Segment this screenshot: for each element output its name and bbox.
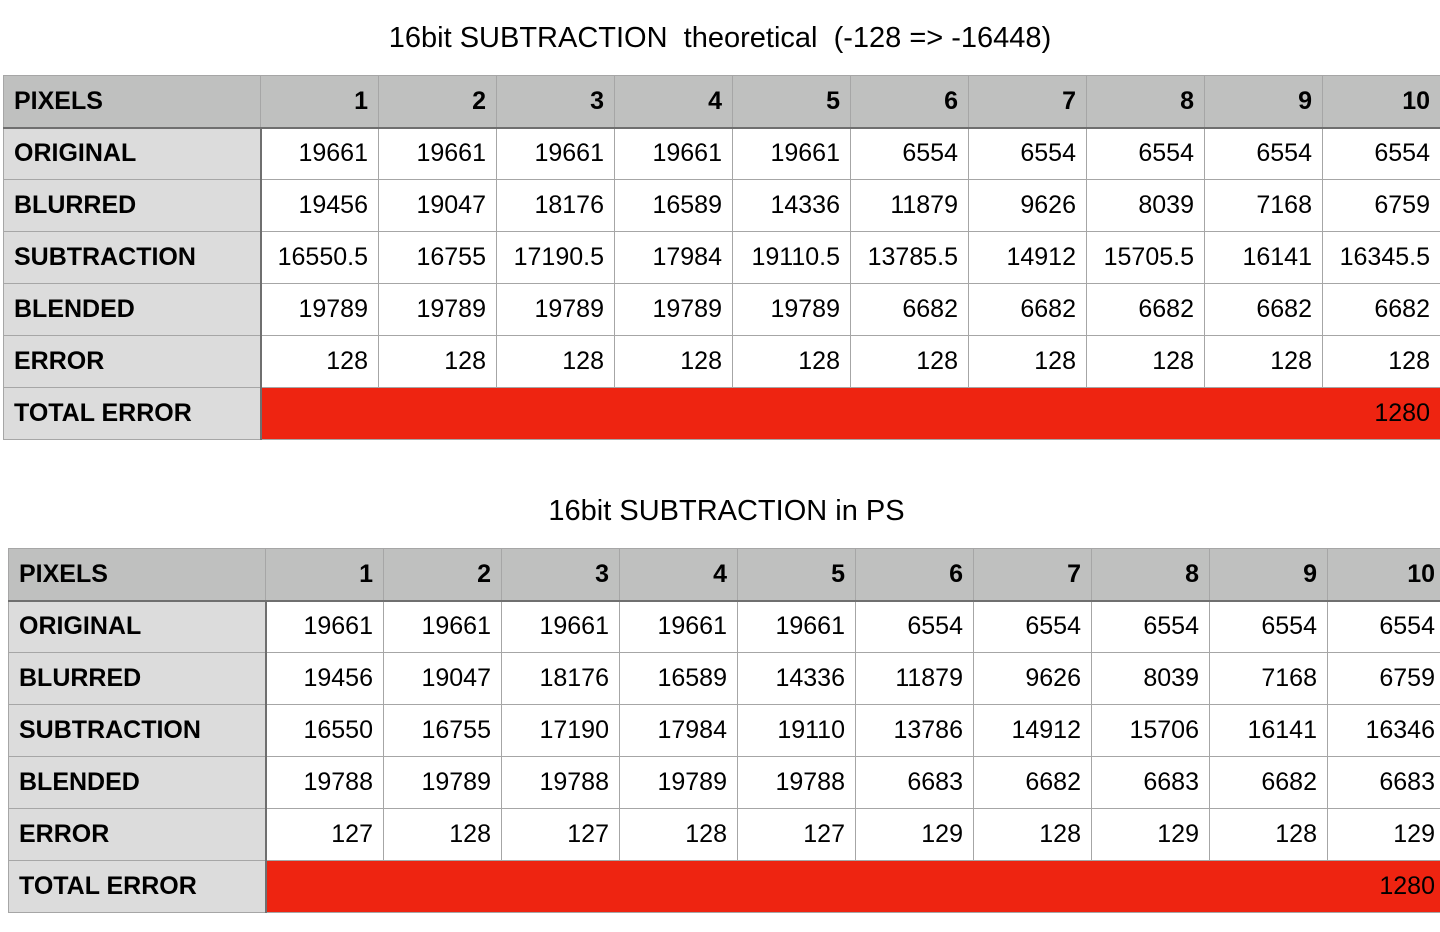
cell-value: 19661	[502, 601, 620, 653]
cell-value: 6682	[969, 284, 1087, 336]
cell-value: 16755	[384, 705, 502, 757]
cell-value: 6683	[1092, 757, 1210, 809]
table-row-subtraction	[9, 705, 1440, 757]
table-row-subtraction	[4, 232, 1440, 284]
cell-value: 128	[851, 336, 969, 388]
header-cell: 9	[1210, 549, 1328, 601]
table-row-total-error	[4, 388, 1440, 440]
header-row	[9, 549, 1440, 601]
table-row-blurred	[4, 180, 1440, 232]
cell-value: 16550.5	[261, 232, 379, 284]
cell-value: 8039	[1092, 653, 1210, 705]
header-cell: 6	[856, 549, 974, 601]
cell-value: 14912	[974, 705, 1092, 757]
cell-value: 6682	[1205, 284, 1323, 336]
cell-value: 19789	[497, 284, 615, 336]
cell-value: 19661	[379, 128, 497, 180]
cell-value: 19110.5	[733, 232, 851, 284]
cell-value: 129	[856, 809, 974, 861]
cell-value: 19661	[266, 601, 384, 653]
header-cell-pixels: PIXELS	[9, 549, 266, 601]
cell-value: 127	[266, 809, 384, 861]
cell-value: 19788	[738, 757, 856, 809]
cell-value: 17984	[615, 232, 733, 284]
header-cell: 3	[502, 549, 620, 601]
cell-value: 128	[615, 336, 733, 388]
cell-value: 16755	[379, 232, 497, 284]
cell-value: 19788	[266, 757, 384, 809]
cell-value: 128	[620, 809, 738, 861]
cell-value: 6759	[1323, 180, 1440, 232]
cell-value: 129	[1328, 809, 1440, 861]
cell-value: 15706	[1092, 705, 1210, 757]
cell-value: 16346	[1328, 705, 1440, 757]
cell-value: 16589	[615, 180, 733, 232]
table-row-blurred	[9, 653, 1440, 705]
header-cell: 7	[969, 76, 1087, 128]
row-label: ERROR	[9, 809, 266, 861]
row-label: BLENDED	[4, 284, 261, 336]
cell-value: 128	[974, 809, 1092, 861]
cell-value: 128	[1205, 336, 1323, 388]
header-cell: 8	[1087, 76, 1205, 128]
cell-value: 19661	[384, 601, 502, 653]
cell-value: 13785.5	[851, 232, 969, 284]
cell-value: 19661	[615, 128, 733, 180]
cell-value: 19788	[502, 757, 620, 809]
cell-value: 19661	[620, 601, 738, 653]
header-row	[4, 76, 1440, 128]
table-1	[3, 75, 1440, 440]
cell-value: 17190.5	[497, 232, 615, 284]
cell-value: 19789	[261, 284, 379, 336]
header-cell: 1	[261, 76, 379, 128]
cell-value: 16141	[1210, 705, 1328, 757]
cell-value: 127	[738, 809, 856, 861]
cell-value: 6554	[1328, 601, 1440, 653]
total-error-value: 1280	[266, 861, 1440, 913]
cell-value: 19789	[615, 284, 733, 336]
header-cell: 10	[1328, 549, 1440, 601]
cell-value: 6554	[974, 601, 1092, 653]
cell-value: 19789	[379, 284, 497, 336]
header-cell: 3	[497, 76, 615, 128]
cell-value: 17984	[620, 705, 738, 757]
header-cell-pixels: PIXELS	[4, 76, 261, 128]
cell-value: 128	[379, 336, 497, 388]
cell-value: 9626	[974, 653, 1092, 705]
cell-value: 19456	[261, 180, 379, 232]
cell-value: 6554	[851, 128, 969, 180]
header-cell: 2	[379, 76, 497, 128]
cell-value: 128	[497, 336, 615, 388]
cell-value: 19789	[384, 757, 502, 809]
cell-value: 6554	[1092, 601, 1210, 653]
row-label: ORIGINAL	[9, 601, 266, 653]
header-cell: 4	[615, 76, 733, 128]
cell-value: 6682	[851, 284, 969, 336]
cell-value: 6554	[969, 128, 1087, 180]
cell-value: 14912	[969, 232, 1087, 284]
cell-value: 19661	[733, 128, 851, 180]
table-row-original	[4, 128, 1440, 180]
row-label: BLURRED	[4, 180, 261, 232]
header-cell: 9	[1205, 76, 1323, 128]
row-label: ORIGINAL	[4, 128, 261, 180]
cell-value: 6554	[856, 601, 974, 653]
header-cell: 5	[733, 76, 851, 128]
header-cell: 10	[1323, 76, 1440, 128]
table-row-blended	[4, 284, 1440, 336]
cell-value: 13786	[856, 705, 974, 757]
header-cell: 8	[1092, 549, 1210, 601]
cell-value: 8039	[1087, 180, 1205, 232]
cell-value: 16345.5	[1323, 232, 1440, 284]
cell-value: 15705.5	[1087, 232, 1205, 284]
cell-value: 19661	[497, 128, 615, 180]
cell-value: 128	[969, 336, 1087, 388]
row-label: TOTAL ERROR	[9, 861, 266, 913]
header-cell: 7	[974, 549, 1092, 601]
cell-value: 6554	[1323, 128, 1440, 180]
cell-value: 128	[1210, 809, 1328, 861]
cell-value: 7168	[1205, 180, 1323, 232]
row-label: BLURRED	[9, 653, 266, 705]
cell-value: 6682	[1210, 757, 1328, 809]
row-label: SUBTRACTION	[9, 705, 266, 757]
cell-value: 128	[384, 809, 502, 861]
cell-value: 14336	[738, 653, 856, 705]
header-cell: 6	[851, 76, 969, 128]
header-cell: 4	[620, 549, 738, 601]
row-label: ERROR	[4, 336, 261, 388]
header-cell: 1	[266, 549, 384, 601]
cell-value: 19047	[379, 180, 497, 232]
cell-value: 127	[502, 809, 620, 861]
cell-value: 18176	[497, 180, 615, 232]
cell-value: 6554	[1210, 601, 1328, 653]
cell-value: 129	[1092, 809, 1210, 861]
table-2	[8, 548, 1440, 913]
row-label: BLENDED	[9, 757, 266, 809]
cell-value: 16141	[1205, 232, 1323, 284]
table-row-original	[9, 601, 1440, 653]
cell-value: 6682	[974, 757, 1092, 809]
cell-value: 19456	[266, 653, 384, 705]
header-cell: 2	[384, 549, 502, 601]
cell-value: 19789	[733, 284, 851, 336]
cell-value: 128	[261, 336, 379, 388]
cell-value: 19661	[738, 601, 856, 653]
cell-value: 6759	[1328, 653, 1440, 705]
cell-value: 17190	[502, 705, 620, 757]
row-label: SUBTRACTION	[4, 232, 261, 284]
table-row-error	[4, 336, 1440, 388]
cell-value: 19047	[384, 653, 502, 705]
cell-value: 128	[1087, 336, 1205, 388]
total-error-value: 1280	[261, 388, 1440, 440]
cell-value: 14336	[733, 180, 851, 232]
cell-value: 6554	[1205, 128, 1323, 180]
table-row-total-error	[9, 861, 1440, 913]
cell-value: 6682	[1087, 284, 1205, 336]
table-row-error	[9, 809, 1440, 861]
cell-value: 11879	[856, 653, 974, 705]
table-2-title: 16bit SUBTRACTION in PS	[548, 495, 905, 527]
cell-value: 6682	[1323, 284, 1440, 336]
row-label: TOTAL ERROR	[4, 388, 261, 440]
cell-value: 128	[733, 336, 851, 388]
cell-value: 7168	[1210, 653, 1328, 705]
cell-value: 16589	[620, 653, 738, 705]
cell-value: 18176	[502, 653, 620, 705]
table-row-blended	[9, 757, 1440, 809]
cell-value: 11879	[851, 180, 969, 232]
cell-value: 6554	[1087, 128, 1205, 180]
table-1-title: 16bit SUBTRACTION theoretical (-128 => -16448)	[388, 22, 1052, 54]
cell-value: 19661	[261, 128, 379, 180]
cell-value: 19789	[620, 757, 738, 809]
header-cell: 5	[738, 549, 856, 601]
cell-value: 16550	[266, 705, 384, 757]
cell-value: 9626	[969, 180, 1087, 232]
cell-value: 19110	[738, 705, 856, 757]
cell-value: 6683	[856, 757, 974, 809]
cell-value: 6683	[1328, 757, 1440, 809]
cell-value: 128	[1323, 336, 1440, 388]
